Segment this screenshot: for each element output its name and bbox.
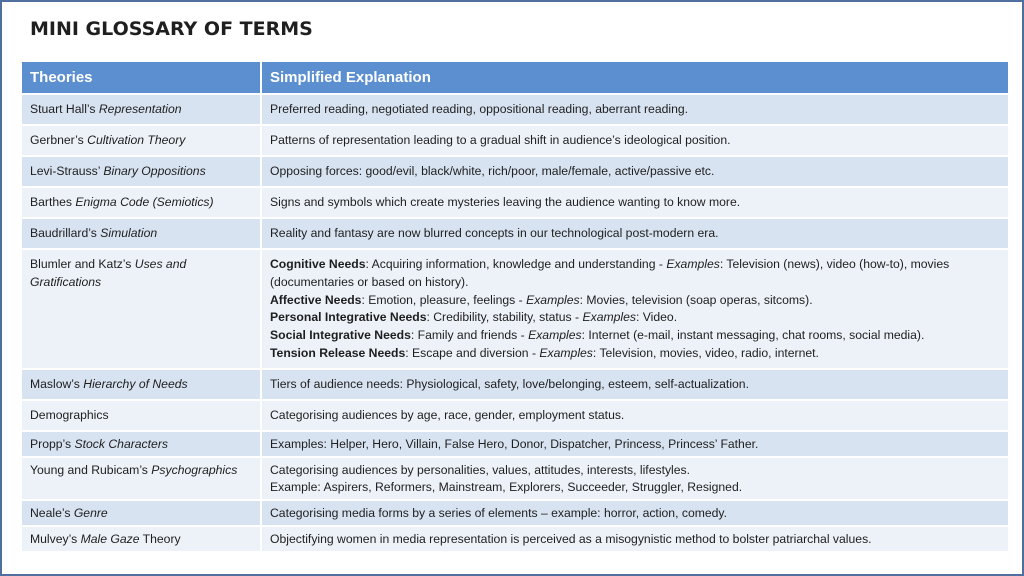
need-item-social-integrative: Social Integrative Needs: Family and friends - Examples: Internet (e-mail, instant messaging, chat rooms, social media). <box>270 328 925 343</box>
table-row <box>21 431 1009 457</box>
explanation-cell: Categorising audiences by age, race, gender, employment status. <box>261 400 1009 431</box>
table-row <box>21 457 1009 501</box>
table-row <box>21 500 1009 526</box>
glossary-table <box>20 60 1010 553</box>
explanation-cell <box>261 249 1009 369</box>
theory-cell: Gerbner’s Cultivation Theory <box>21 125 261 156</box>
need-item-cognitive: Cognitive Needs: Acquiring information, knowledge and understanding - Examples: Television (news), video (how-to), movies (documentaries or based on history). <box>270 257 950 289</box>
theory-cell: Baudrillard’s Simulation <box>21 218 261 249</box>
explanation-cell: Examples: Helper, Hero, Villain, False Hero, Donor, Dispatcher, Princess, Princess’ Father. <box>261 431 1009 457</box>
table-row <box>21 369 1009 400</box>
explanation-cell: Categorising media forms by a series of elements – example: horror, action, comedy. <box>261 500 1009 526</box>
need-item-affective: Affective Needs: Emotion, pleasure, feelings - Examples: Movies, television (soap operas, sitcoms). <box>270 292 813 307</box>
explanation-cell: Objectifying women in media representation is perceived as a misogynistic method to bolster patriarchal values. <box>261 526 1009 552</box>
theory-cell: Stuart Hall’s Representation <box>21 94 261 125</box>
theory-cell: Neale’s Genre <box>21 500 261 526</box>
need-item-personal-integrative: Personal Integrative Needs: Credibility, stability, status - Examples: Video. <box>270 310 678 325</box>
explanation-cell: Opposing forces: good/evil, black/white, rich/poor, male/female, active/passive etc. <box>261 156 1009 187</box>
explanation-cell: Preferred reading, negotiated reading, oppositional reading, aberrant reading. <box>261 94 1009 125</box>
table-row <box>21 400 1009 431</box>
table-header-row <box>21 61 1009 94</box>
theory-cell: Blumler and Katz’s Uses and Gratifications <box>21 249 261 369</box>
table-row <box>21 156 1009 187</box>
explanation-cell: Signs and symbols which create mysteries leaving the audience wanting to know more. <box>261 187 1009 218</box>
theory-cell: Levi-Strauss’ Binary Oppositions <box>21 156 261 187</box>
table-row <box>21 526 1009 552</box>
theory-cell: Propp’s Stock Characters <box>21 431 261 457</box>
theory-cell: Barthes Enigma Code (Semiotics) <box>21 187 261 218</box>
explanation-cell: Reality and fantasy are now blurred concepts in our technological post-modern era. <box>261 218 1009 249</box>
theory-cell: Maslow’s Hierarchy of Needs <box>21 369 261 400</box>
column-header-explanation: Simplified Explanation <box>261 61 1009 94</box>
table-row <box>21 125 1009 156</box>
theory-cell: Mulvey’s Male Gaze Theory <box>21 526 261 552</box>
explanation-cell: Categorising audiences by personalities, values, attitudes, interests, lifestyles. Example: Aspirers, Reformers, Mainstream, Explorers, Succeeder, Struggler, Resigned. <box>261 457 1009 501</box>
explanation-cell: Patterns of representation leading to a gradual shift in audience’s ideological position. <box>261 125 1009 156</box>
column-header-theories: Theories <box>21 61 261 94</box>
need-item-tension-release: Tension Release Needs: Escape and diversion - Examples: Television, movies, video, radio, internet. <box>270 345 819 360</box>
explanation-cell: Tiers of audience needs: Physiological, safety, love/belonging, esteem, self-actualization. <box>261 369 1009 400</box>
table-row <box>21 218 1009 249</box>
page-title: MINI GLOSSARY OF TERMS <box>30 18 313 40</box>
theory-cell: Demographics <box>21 400 261 431</box>
table-row <box>21 249 1009 369</box>
theory-cell: Young and Rubicam’s Psychographics <box>21 457 261 501</box>
table-row <box>21 187 1009 218</box>
table-row <box>21 94 1009 125</box>
